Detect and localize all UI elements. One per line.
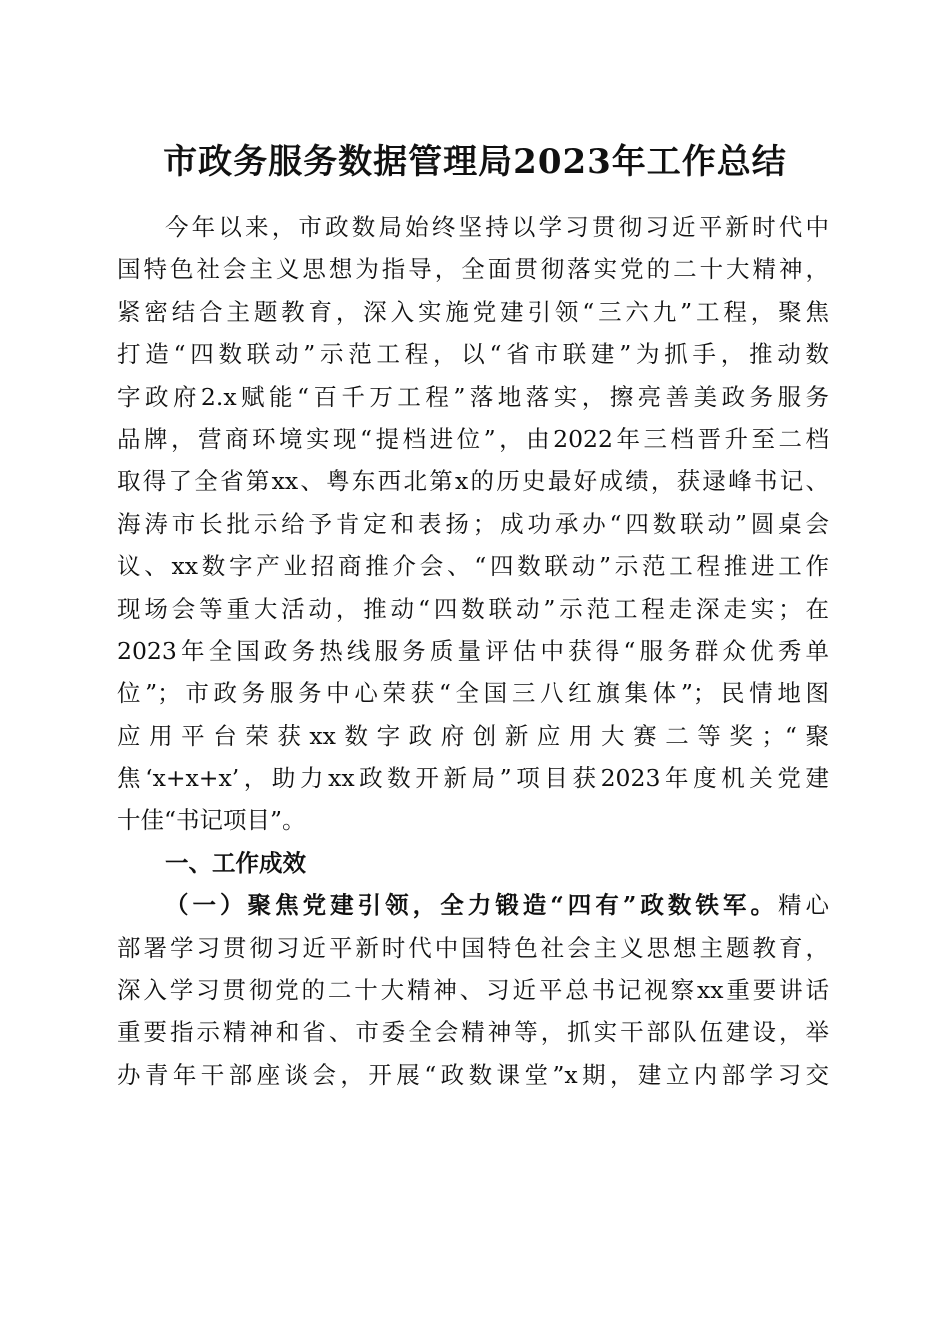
paragraph-line <box>117 884 829 926</box>
paragraph-text: 精心 <box>777 891 829 920</box>
paragraph-line: 打造“四数联动”示范工程，以“省市联建”为抓手，推动数 <box>117 340 829 369</box>
paragraph-line: 议、xx数字产业招商推介会、“四数联动”示范工程推进工作 <box>117 552 829 581</box>
paragraph-line: 取得了全省第xx、粤东西北第x的历史最好成绩，获逯峰书记、 <box>117 467 829 496</box>
paragraph-line: 2023年全国政务热线服务质量评估中获得“服务群众优秀单 <box>117 636 829 665</box>
paragraph-line: 重要指示精神和省、市委全会精神等，抓实干部队伍建设，举 <box>117 1018 829 1047</box>
paragraph-line: 国特色社会主义思想为指导，全面贯彻落实党的二十大精神， <box>117 255 829 284</box>
paragraph-line: 品牌，营商环境实现“提档进位”，由2022年三档晋升至二档 <box>117 424 829 453</box>
paragraph-line: 今年以来，市政数局始终坚持以学习贯彻习近平新时代中 <box>165 213 829 241</box>
paragraph-line: 位”；市政务服务中心荣获“全国三八红旗集体”；民情地图 <box>117 679 829 708</box>
paragraph-line: 十佳“书记项目”。 <box>117 806 306 835</box>
subsection-lead: （一）聚焦党建引领，全力锻造“四有”政数铁军。 <box>165 891 778 920</box>
paragraph-line: 焦‘x+x+x’，助力xx政数开新局”项目获2023年度机关党建 <box>117 764 829 793</box>
document-title: 市政务服务数据管理局2023年工作总结 <box>163 142 787 182</box>
paragraph-line: 应用平台荣获xx数字政府创新应用大赛二等奖；“聚 <box>117 721 829 750</box>
paragraph-line: 海涛市长批示给予肯定和表扬；成功承办“四数联动”圆桌会 <box>117 509 829 538</box>
paragraph-line: 现场会等重大活动，推动“四数联动”示范工程走深走实；在 <box>117 594 829 623</box>
document-body <box>117 206 829 1096</box>
section-heading: 一、工作成效 <box>165 848 306 877</box>
paragraph-line: 办青年干部座谈会，开展“政数课堂”x期，建立内部学习交 <box>117 1060 829 1089</box>
paragraph-line: 字政府2.x赋能“百千万工程”落地落实，擦亮善美政务服务 <box>117 382 829 411</box>
paragraph-line: 紧密结合主题教育，深入实施党建引领“三六九”工程，聚焦 <box>117 297 829 326</box>
paragraph-line: 深入学习贯彻党的二十大精神、习近平总书记视察xx重要讲话 <box>117 976 829 1005</box>
paragraph-line: 部署学习贯彻习近平新时代中国特色社会主义思想主题教育， <box>117 933 829 962</box>
